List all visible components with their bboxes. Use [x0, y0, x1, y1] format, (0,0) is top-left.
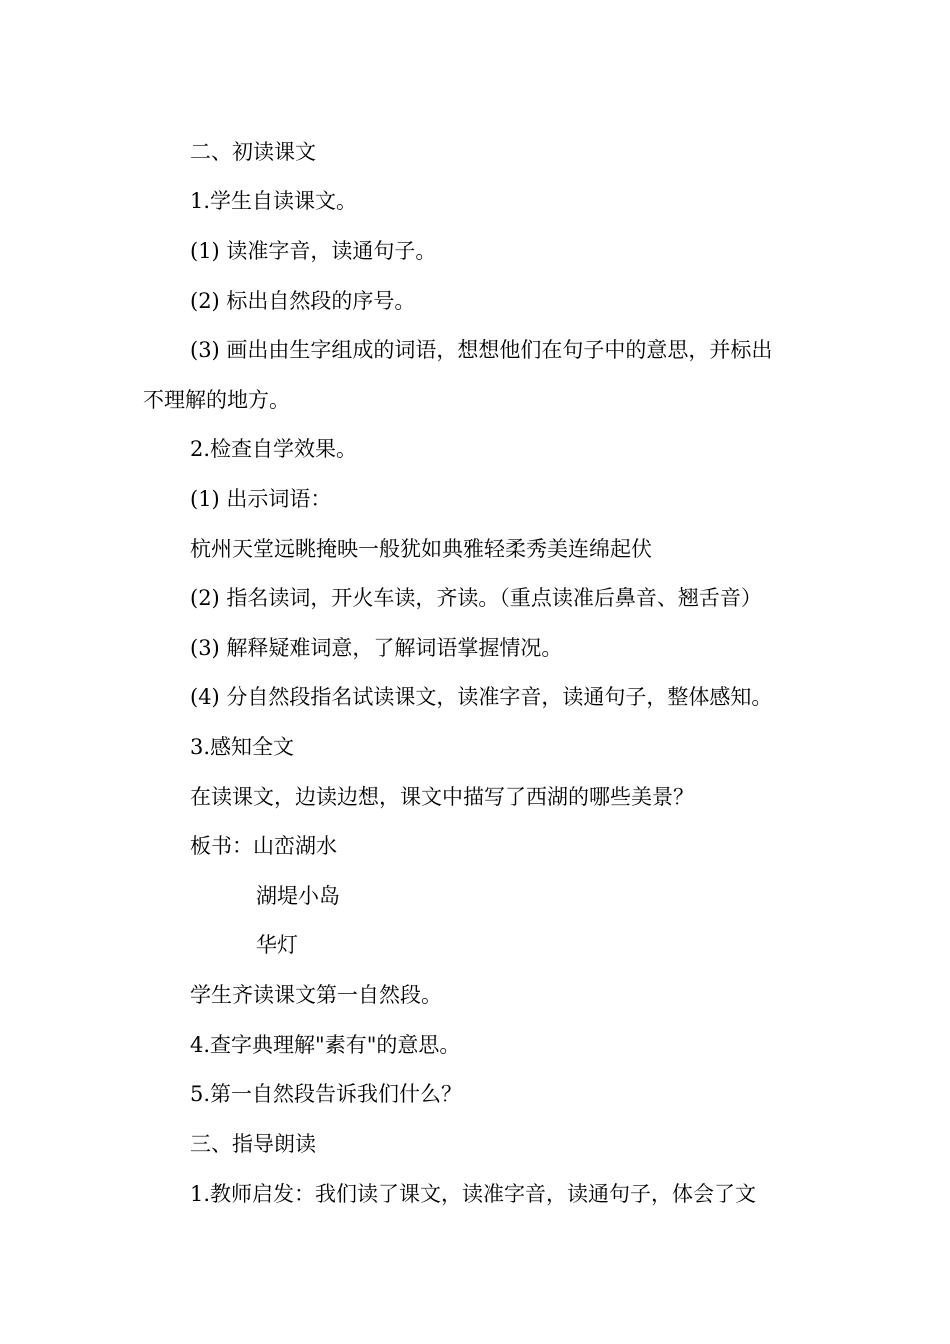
sub-step-explain-words: (3) 解释疑难词意，了解词语掌握情况。 [190, 636, 563, 660]
blackboard-line-1: 板书：山峦湖水 [190, 834, 337, 858]
sub-step-underline-words: (3) 画出由生字组成的词语，想想他们在句子中的意思，并标出 [190, 338, 773, 362]
sub-step-read-pronunciation: (1) 读准字音，读通句子。 [190, 239, 437, 263]
sub-step-mark-paragraph-numbers: (2) 标出自然段的序号。 [190, 289, 416, 313]
section-heading-guided-reading: 三、指导朗读 [190, 1132, 316, 1156]
step-3-perceive-text: 3.感知全文 [190, 735, 295, 759]
vocabulary-list: 杭州天堂远眺掩映一般犹如典雅轻柔秀美连绵起伏 [190, 537, 652, 561]
question-west-lake-scenes: 在读课文，边读边想，课文中描写了西湖的哪些美景？ [190, 785, 694, 809]
step-5-paragraph-question: 5.第一自然段告诉我们什么？ [190, 1082, 463, 1106]
step-1-teacher-prompt: 1.教师启发：我们读了课文，读准字音，读通句子，体会了文 [190, 1182, 757, 1206]
step-2-check-results: 2.检查自学效果。 [190, 437, 358, 461]
students-read-paragraph-1: 学生齐读课文第一自然段。 [190, 983, 442, 1007]
sub-step-paragraph-reading: (4) 分自然段指名试读课文，读准字音，读通句子，整体感知。 [190, 685, 773, 709]
sub-step-read-words: (2) 指名读词，开火车读，齐读。（重点读准后鼻音、翘舌音） [190, 586, 762, 610]
sub-step-underline-words-continued: 不理解的地方。 [143, 388, 290, 412]
step-4-dictionary: 4.查字典理解"素有"的意思。 [190, 1033, 461, 1057]
step-1-self-reading: 1.学生自读课文。 [190, 189, 358, 213]
blackboard-line-3: 华灯 [256, 933, 298, 957]
sub-step-show-words: (1) 出示词语： [190, 487, 332, 511]
blackboard-line-2: 湖堤小岛 [256, 884, 340, 908]
section-heading-first-reading: 二、初读课文 [190, 140, 316, 164]
